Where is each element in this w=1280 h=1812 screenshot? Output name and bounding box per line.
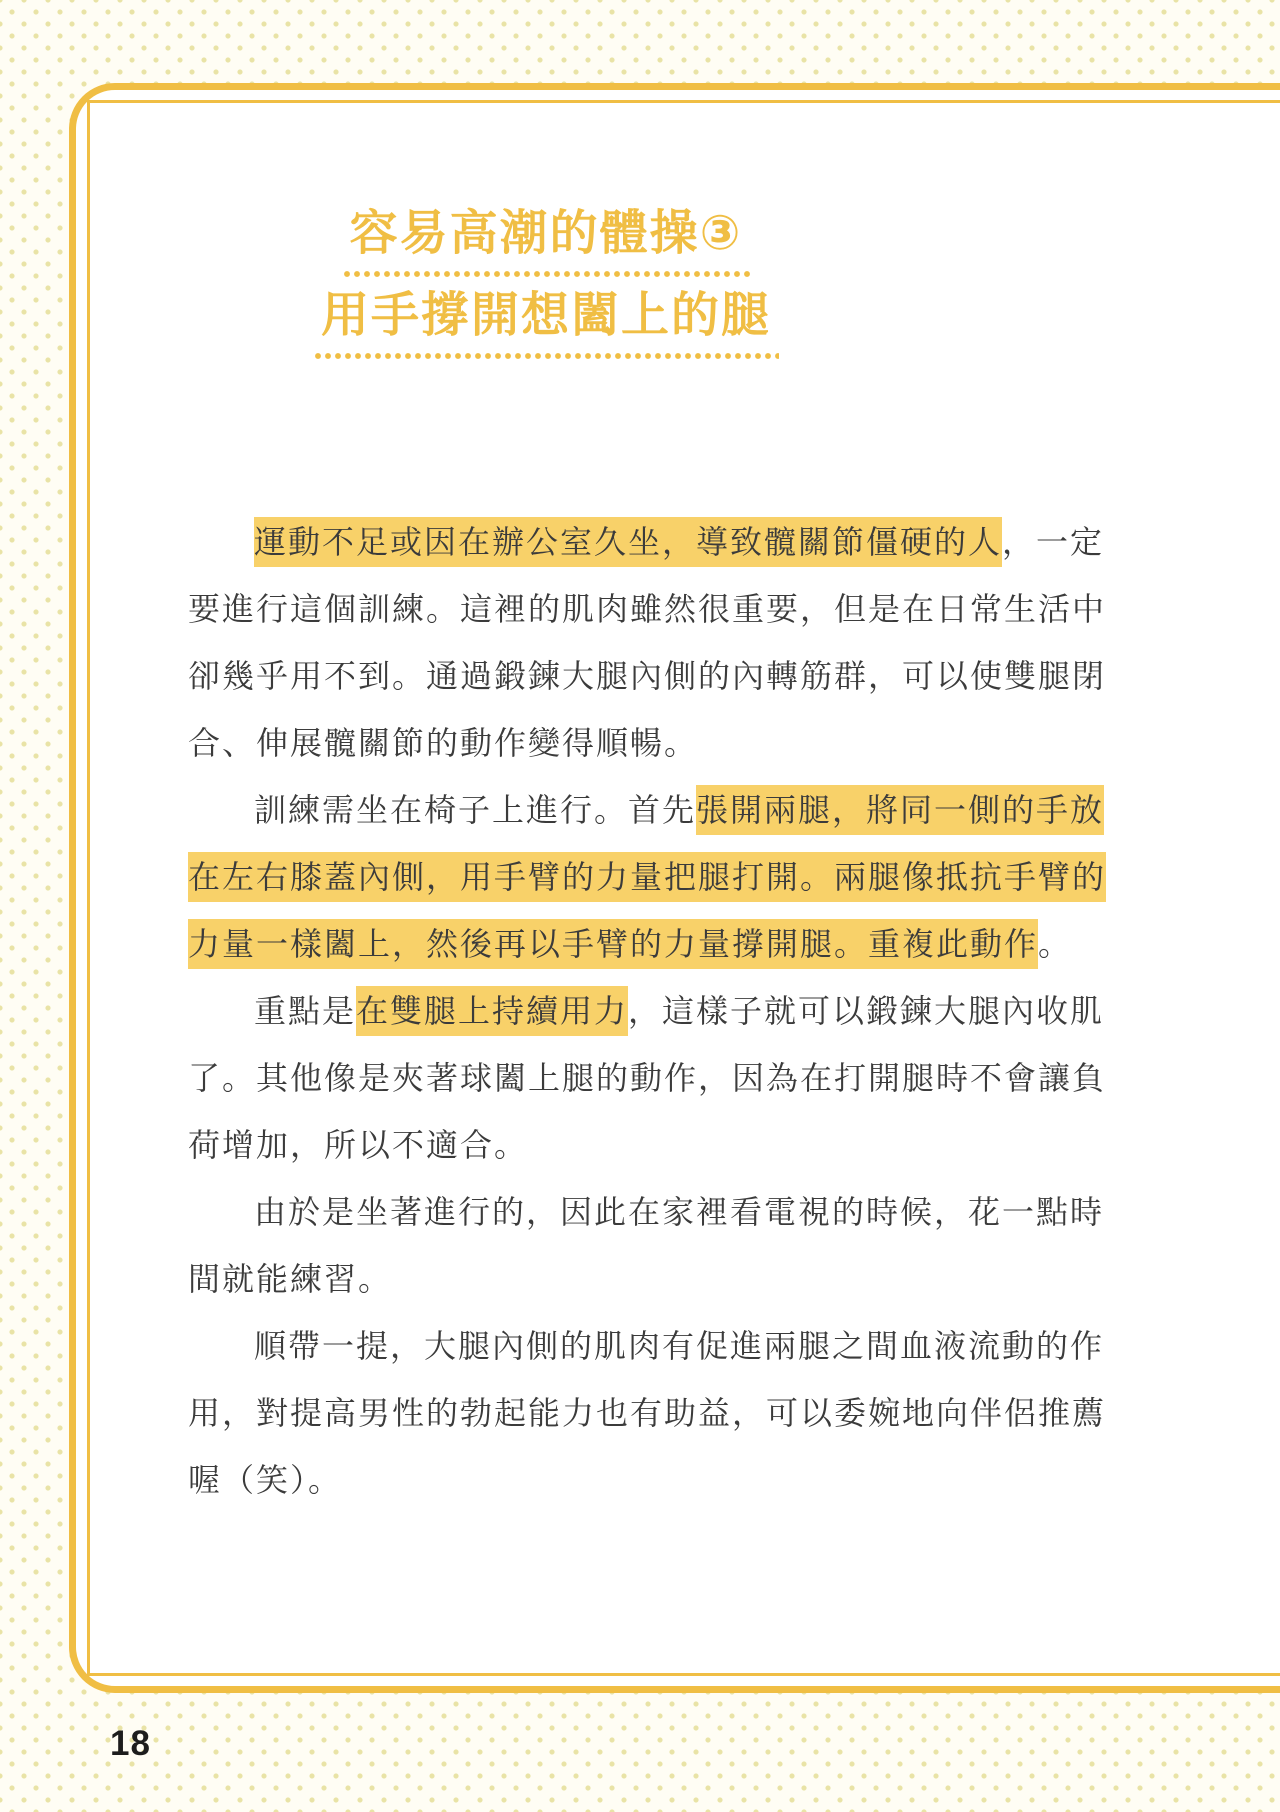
text-run: 重點是 xyxy=(254,993,357,1029)
body-line xyxy=(188,1179,1105,1246)
text-run: 要進行這個訓練。這裡的肌肉雖然很重要，但是在日常生活中 xyxy=(188,591,1107,627)
body-line xyxy=(188,1380,1107,1447)
body-line xyxy=(188,509,1105,576)
text-run: 卻幾乎用不到。通過鍛鍊大腿內側的內轉筋群，可以使雙腿閉 xyxy=(188,658,1107,694)
page-title-line-2: 用手撐開想闔上的腿 xyxy=(313,288,779,360)
body-line xyxy=(188,1313,1105,1380)
body-line xyxy=(188,978,1105,1045)
text-run: 喔（笑）。 xyxy=(188,1462,343,1498)
text-run: ，一定 xyxy=(1002,524,1105,560)
body-line xyxy=(188,576,1107,643)
body-line xyxy=(188,1045,1107,1112)
highlighted-text: 力量一樣闔上，然後再以手臂的力量撐開腿。重複此動作 xyxy=(188,919,1038,969)
text-run: 合、伸展髖關節的動作變得順暢。 xyxy=(188,725,699,761)
text-run: 訓練需坐在椅子上進行。首先 xyxy=(254,792,697,828)
body-line xyxy=(188,710,1088,777)
text-run: 了。其他像是夾著球闔上腿的動作，因為在打開腿時不會讓負 xyxy=(188,1060,1107,1096)
body-line xyxy=(188,844,1107,911)
page-title xyxy=(90,206,1002,370)
text-run: 順帶一提，大腿內側的肌肉有促進兩腿之間血液流動的作 xyxy=(254,1328,1105,1364)
text-run: 間就能練習。 xyxy=(188,1261,393,1297)
highlighted-text: 運動不足或因在辦公室久坐，導致髖關節僵硬的人 xyxy=(254,517,1002,567)
text-run: 。 xyxy=(1038,926,1073,962)
highlighted-text: 在雙腿上持續用力 xyxy=(356,986,628,1036)
body-line xyxy=(188,1112,1088,1179)
text-run: 用，對提高男性的勃起能力也有助益，可以委婉地向伴侶推薦 xyxy=(188,1395,1107,1431)
highlighted-text: 在左右膝蓋內側，用手臂的力量把腿打開。兩腿像抵抗手臂的 xyxy=(188,852,1106,902)
body-line xyxy=(188,777,1105,844)
body-line xyxy=(188,643,1107,710)
text-run: 荷增加，所以不適合。 xyxy=(188,1127,529,1163)
text-run: ，這樣子就可以鍛鍊大腿內收肌 xyxy=(628,993,1105,1029)
body-text xyxy=(188,509,1107,1514)
page-number: 18 xyxy=(110,1724,151,1763)
body-line xyxy=(188,1447,1088,1514)
text-run: 由於是坐著進行的，因此在家裡看電視的時候，花一點時 xyxy=(254,1194,1105,1230)
highlighted-text: 張開兩腿，將同一側的手放 xyxy=(696,785,1104,835)
body-line xyxy=(188,1246,1088,1313)
page-title-line-1: 容易高潮的體操③ xyxy=(342,206,751,278)
body-line xyxy=(188,911,1088,978)
